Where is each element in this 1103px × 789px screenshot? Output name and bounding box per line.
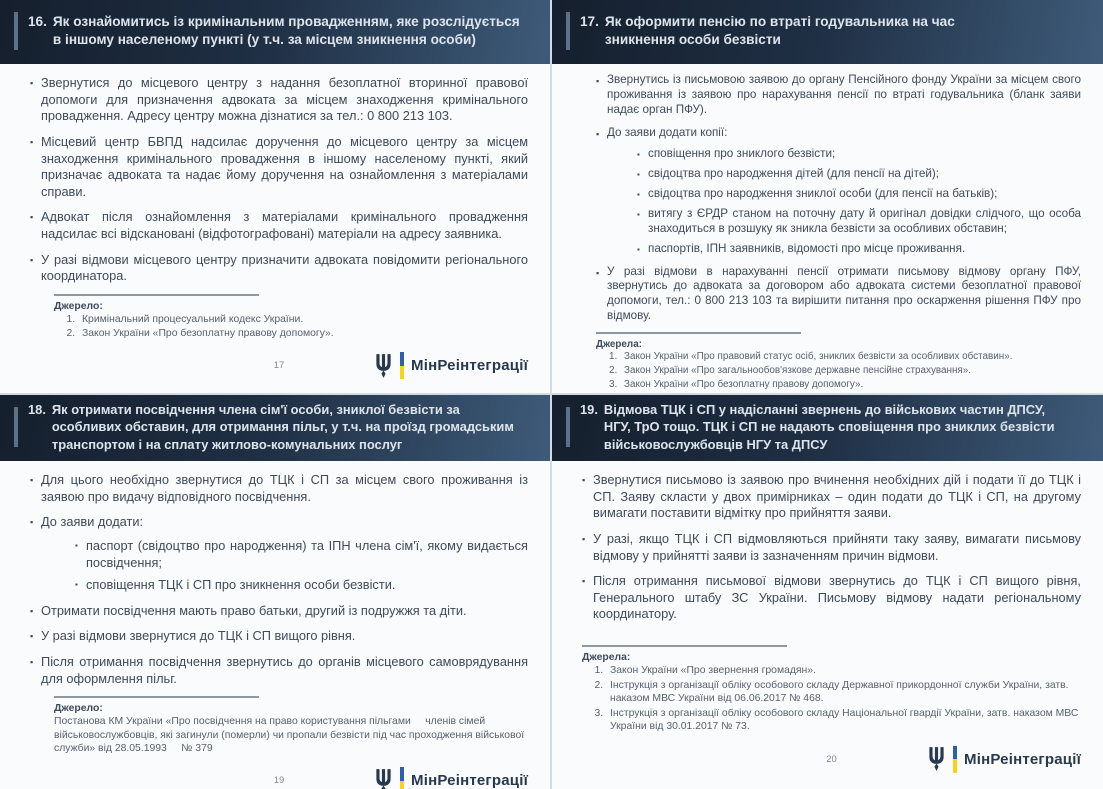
slide-18	[0, 395, 550, 789]
source-item: 2. Закон України «Про безоплатну правову допомогу».	[78, 327, 528, 341]
slide-footer	[30, 763, 528, 789]
sources-label: Джерело:	[54, 703, 103, 715]
bullet-item: ▪ У разі відмови звернутися до ТЦК і СП вищого рівня.	[30, 628, 528, 645]
page-number: 17	[273, 360, 285, 372]
slide-title: Як оформити пенсію по втраті годувальника на час зникнення особи безвісти	[604, 14, 955, 47]
ministry-logo	[374, 767, 528, 789]
slide-heading	[580, 401, 1074, 452]
sub-bullet-list	[637, 147, 1081, 256]
slide-16	[0, 0, 550, 393]
page-number: 20	[826, 753, 837, 765]
sources-section	[596, 332, 1081, 393]
source-item: Постанова КМ України «Про посвідчення на право користування пільгами членів сімей військовослужбовців, які загинули (померли) чи пропали безвісти під час проходження військової служби» від 28.05.1993 № 379	[54, 716, 525, 755]
trident-icon	[927, 746, 946, 772]
slide-footer	[582, 741, 1081, 783]
sources-list	[582, 664, 1081, 734]
sources-divider	[582, 645, 787, 647]
bullet-list	[30, 75, 528, 294]
ministry-logo	[927, 746, 1081, 773]
slide-17	[552, 0, 1103, 393]
bullet-item: ▪ У разі відмови місцевого центру призначити адвоката повідомити регіонального координатора.	[30, 252, 528, 285]
bullet-item: ▪ До заяви додати: ▪ паспорт (свідоцтво про народження) та ІПН члена сім'ї, якому видається посвідчення; ▪ сповіщення ТЦК і СП про зникнення особи безвісти.	[30, 514, 528, 594]
sub-bullet-item: ▪ свідоцтва про народження дітей (для пенсії на дітей);	[637, 167, 1081, 182]
page-number: 19	[273, 775, 285, 787]
slide-number: 17.	[580, 14, 599, 30]
bullet-item: ▪ Місцевий центр БВПД надсилає доручення до місцевого центру за місцем знаходження кримінального провадження в іншому населеному пункті, який призначає адвоката та надає йому доручення на ознайомлення з матеріалами справи.	[30, 134, 528, 201]
sources-divider	[596, 332, 801, 334]
slide-body	[0, 461, 550, 789]
bullet-item: ▪ Звернутися письмово із заявою про вчинення необхідних дій і подати її до ТЦК і СП. Заяву скласти у двох примірниках – один подати до ТЦК і СП, на другому вимагати поставити відмітку про прийняття заяви.	[582, 472, 1081, 522]
header-accent-bar	[566, 407, 570, 447]
trident-icon	[374, 353, 393, 379]
bullet-item: ▪ Звернутися до місцевого центру з надання безоплатної вторинної правової допомоги для призначення адвоката за місцем знаходження кримінального провадження. Адресу центру можна дізнатися за тел.: 0 800 213 103.	[30, 75, 528, 125]
logo-text: МінРеінтеграції	[964, 750, 1081, 768]
slide-title: Відмова ТЦК і СП у надісланні звернень до військових частин ДПСУ, НГУ, ТрО тощо. ТЦК і СП не надають сповіщення про зниклих безвісти військовослужбовців НГУ та ДПСУ	[603, 402, 1055, 452]
sources-section	[582, 645, 1081, 735]
logo-text: МінРеінтеграції	[411, 772, 528, 789]
header-accent-bar	[566, 12, 570, 50]
bullet-list	[582, 472, 1081, 632]
flag-bar-icon	[953, 746, 957, 773]
sub-bullet-item: ▪ сповіщення ТЦК і СП про зникнення особи безвісти.	[75, 577, 528, 594]
trident-icon	[374, 768, 393, 789]
logo-text: МінРеінтеграції	[411, 357, 528, 375]
slide-body	[0, 64, 550, 393]
source-item: 2. Закон України «Про загальнообов'язкове державне пенсійне страхування».	[620, 365, 1081, 378]
source-item: 1. Закон України «Про правовий статус осіб, зниклих безвісти за особливих обставин».	[620, 351, 1081, 364]
slide-heading	[580, 13, 995, 49]
sources-divider	[54, 294, 259, 296]
slide-number: 16.	[28, 14, 47, 30]
sub-bullet-list	[75, 538, 528, 594]
source-item: 3. Закон України «Про безоплатну правову допомогу».	[620, 379, 1081, 392]
sources-label: Джерело:	[54, 300, 103, 312]
sub-bullet-item: ▪ витягу з ЄРДР станом на поточну дату й оригінал довідки слідчого, що особа знаходиться в розшуку як зникла безвісти за особливих обставин;	[637, 207, 1081, 237]
sources-list	[54, 313, 528, 341]
slide-title: Як ознайомитись із кримінальним провадженням, яке розслідується в іншому населеному пункті (у т.ч. за місцем зникнення особи)	[52, 14, 520, 47]
slide-19	[552, 395, 1103, 789]
sources-section	[54, 696, 528, 757]
flag-bar-icon	[400, 767, 404, 789]
slide-heading	[28, 13, 523, 49]
bullet-item: ▪ Після отримання посвідчення звернутись до органів місцевого самоврядування для оформлення пільг.	[30, 654, 528, 687]
bullet-item: ▪ У разі відмови в нарахуванні пенсії отримати письмову відмову органу ПФУ, звернутись до адвоката за договором або адвоката системи безоплатної правової допомоги, тел.: 0 800 213 103 та вирішити питання про оскарження рішення ПФУ про відмову.	[596, 265, 1081, 324]
ministry-logo	[374, 352, 528, 379]
header-accent-bar	[14, 12, 18, 50]
sub-bullet-item: ▪ сповіщення про зниклого безвісти;	[637, 147, 1081, 162]
bullet-list	[596, 73, 1081, 332]
slide-header	[552, 395, 1103, 461]
sources-label: Джерела:	[582, 652, 631, 664]
bullet-list	[30, 472, 528, 696]
bullet-item: ▪ Адвокат після ознайомлення з матеріалами кримінального провадження надсилає всі відскановані (відфотографовані) матеріали на адресу заявника.	[30, 209, 528, 242]
slide-header	[552, 0, 1103, 64]
slide-number: 19.	[580, 402, 598, 418]
slide-title: Як отримати посвідчення члена сім'ї особи, зниклої безвісти за особливих обставин, для отримання пільг, у т.ч. на проїзд громадським транспортом і на сплату житлово-комунальних послуг	[51, 402, 514, 452]
slide-number: 18.	[28, 402, 46, 418]
slide-header	[0, 395, 550, 461]
flag-bar-icon	[400, 352, 404, 379]
source-item: 2. Інструкція з організації обліку особового складу Державної прикордонної служби України, затв. наказом МВС України від 06.06.2017 № 468.	[606, 679, 1081, 706]
slide-body	[552, 461, 1103, 789]
slide-header	[0, 0, 550, 64]
sources-section	[54, 294, 528, 342]
sub-bullet-item: ▪ паспорт (свідоцтво про народження) та ІПН члена сім'ї, якому видається посвідчення;	[75, 538, 528, 571]
sub-bullet-item: ▪ паспортів, ІПН заявників, відомості про місце проживання.	[637, 242, 1081, 257]
bullet-item: ▪ Для цього необхідно звернутися до ТЦК і СП за місцем свого проживання із заявою про видачу відповідного посвідчення.	[30, 472, 528, 505]
source-item: 1. Кримінальний процесуальний кодекс України.	[78, 313, 528, 327]
source-item: 1. Закон України «Про звернення громадян».	[606, 664, 1081, 678]
slide-footer	[30, 348, 528, 390]
source-item: 3. Інструкція з організації обліку особового складу Національної гвардії України, затв. наказом МВС України від 30.01.2017 № 73.	[606, 707, 1081, 734]
bullet-item: ▪ У разі, якщо ТЦК і СП відмовляються прийняти таку заяву, вимагати письмову відмову у прийнятті заяви із зазначенням причин відмови.	[582, 531, 1081, 564]
bullet-item: ▪ Після отримання письмової відмови звернутись до ТЦК і СП вищого рівня, Генерального штабу ЗС України. Письмову відмову надати регіональному координатору.	[582, 573, 1081, 623]
header-accent-bar	[14, 407, 18, 447]
bullet-item: ▪ До заяви додати копії: ▪ сповіщення про зниклого безвісти; ▪ свідоцтва про народження дітей (для пенсії на дітей); ▪ свідоцтва про народження зниклої особи (для пенсії на батьків); ▪ витягу з ЄРДР станом на поточну дату й оригінал довідки слідчого, що особа знаходиться в розшуку як зникла безвісти за особливих обставин; ▪ паспортів, ІПН заявників, відомості про місце проживання.	[596, 126, 1081, 257]
sources-list	[596, 351, 1081, 393]
sources-list	[54, 715, 528, 756]
bullet-item: ▪ Звернутись із письмовою заявою до органу Пенсійного фонду України за місцем свого проживання із заявою про нарахування пенсії по втраті годувальника (бланк заяви надає орган ПФУ).	[596, 73, 1081, 118]
sub-bullet-item: ▪ свідоцтва про народження зниклої особи (для пенсії на батьків);	[637, 187, 1081, 202]
sources-divider	[54, 696, 259, 698]
sources-label: Джерела:	[596, 339, 642, 351]
slide-heading	[28, 401, 522, 452]
bullet-item: ▪ Отримати посвідчення мають право батьки, другий із подружжя та діти.	[30, 603, 528, 620]
slide-body	[552, 64, 1103, 393]
